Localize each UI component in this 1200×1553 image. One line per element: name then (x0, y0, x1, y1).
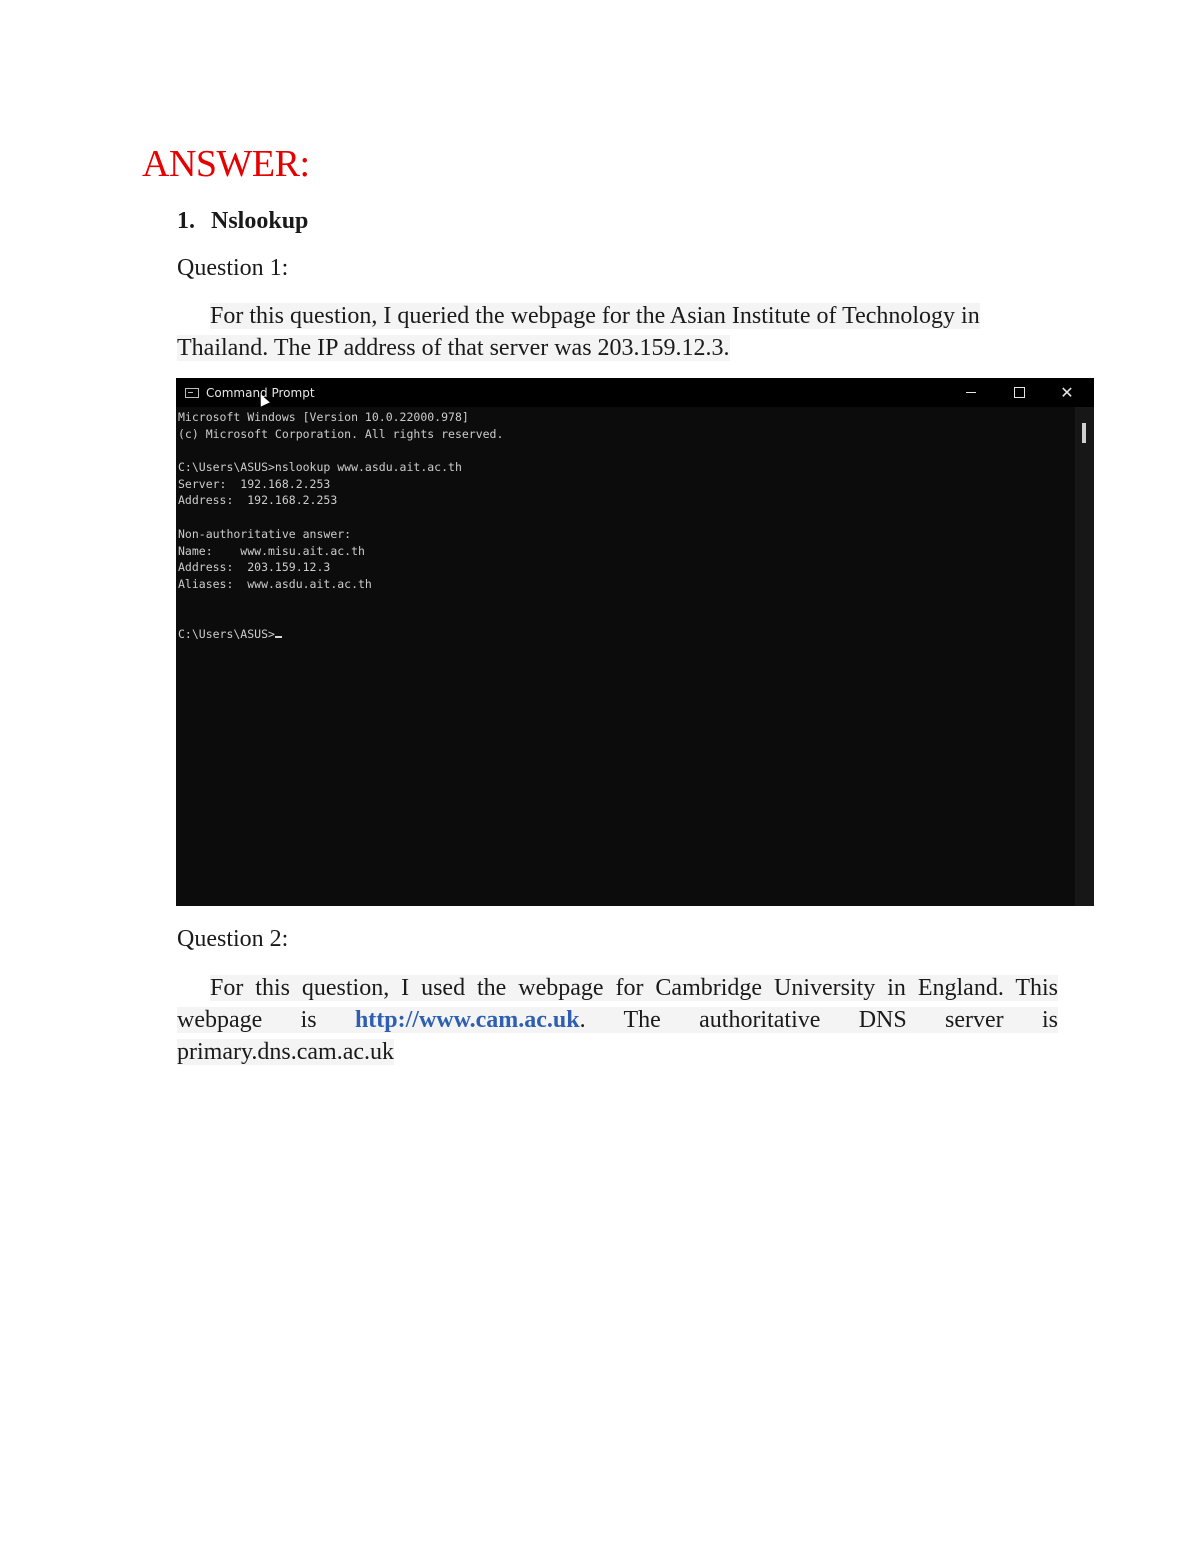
cmd-line: Microsoft Windows [Version 10.0.22000.978] (178, 410, 469, 424)
question-2-paragraph (177, 972, 1058, 1036)
cmd-line (178, 509, 1074, 526)
cmd-line: Address: 192.168.2.253 (178, 493, 338, 508)
minimize-icon (948, 378, 994, 407)
section-title: Nslookup (211, 208, 309, 234)
close-icon: ✕ (1060, 383, 1074, 402)
question-2-text-after: . The authoritative DNS server is (579, 1007, 1058, 1033)
cmd-line: Aliases: www.asdu.ait.ac.th (178, 576, 372, 591)
cambridge-link[interactable]: http://www.cam.ac.uk (354, 1007, 580, 1033)
cmd-line: (c) Microsoft Corporation. All rights reserved. (178, 426, 504, 441)
cmd-caret (275, 636, 282, 638)
cmd-scrollbar (1075, 407, 1094, 906)
answer-heading: ANSWER: (142, 143, 310, 185)
cmd-prompt-line (178, 626, 1074, 643)
cmd-line: Server: 192.168.2.253 (178, 476, 331, 491)
question-1-paragraph (177, 300, 1058, 364)
dns-server-name: primary.dns.cam.ac.uk (177, 1039, 395, 1065)
maximize-icon (996, 378, 1042, 407)
question-2-label: Question 2: (177, 926, 289, 952)
question-2-last-line (177, 1036, 1058, 1068)
command-prompt-screenshot (176, 378, 1094, 906)
cmd-titlebar (176, 378, 1094, 407)
cmd-line: Address: 203.159.12.3 (178, 560, 331, 575)
cmd-line (178, 593, 1074, 610)
question-2-text-before: For this question, I used the webpage for Cambridge University in England. This webpage is (177, 975, 1058, 1033)
cmd-title: Command Prompt (206, 385, 315, 400)
cmd-line (178, 442, 1074, 459)
cmd-console-output (176, 407, 1074, 906)
section-number: 1. (177, 208, 195, 234)
cmd-line: C:\Users\ASUS>nslookup www.asdu.ait.ac.th (178, 460, 462, 475)
section-heading (177, 208, 308, 235)
cmd-line: Non-authoritative answer: (178, 526, 352, 541)
question-1-text: For this question, I queried the webpage for the Asian Institute of Technology in Thailand. The IP address of that server was 203.159.12.3. (177, 303, 980, 361)
cmd-icon (185, 388, 199, 398)
cmd-line: Name: www.misu.ait.ac.th (178, 543, 365, 558)
cmd-prompt: C:\Users\ASUS> (178, 626, 275, 641)
cmd-scrollbar-thumb (1082, 423, 1086, 443)
cmd-line (178, 609, 1074, 626)
question-1-label: Question 1: (177, 255, 289, 281)
